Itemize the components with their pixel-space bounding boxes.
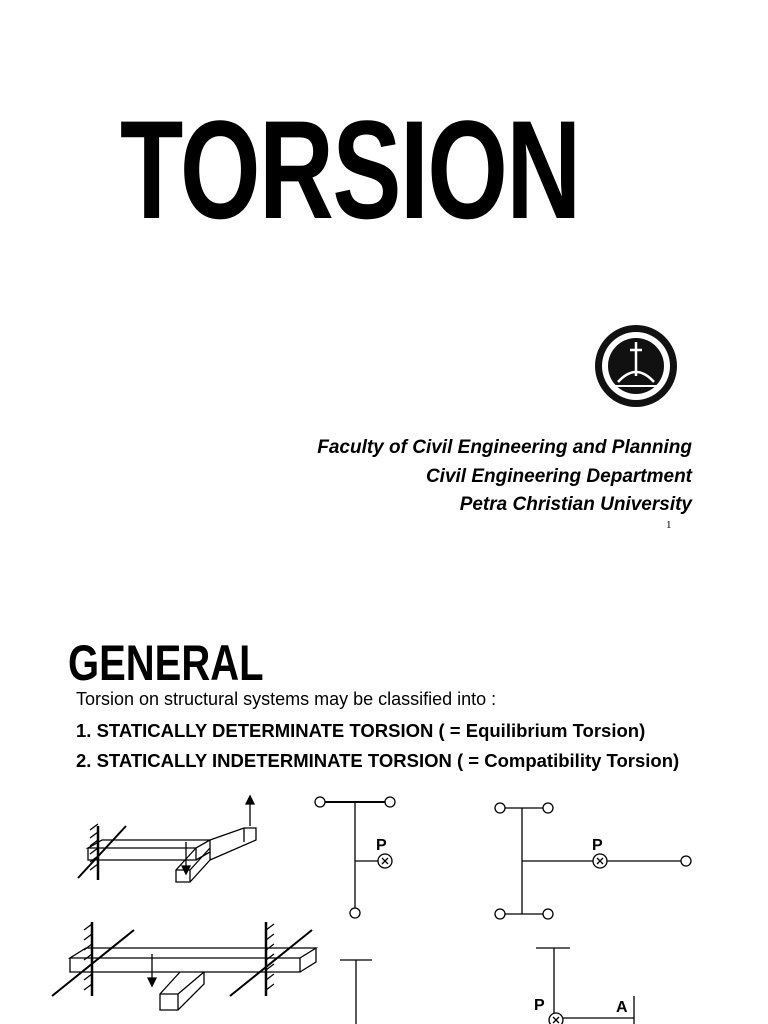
- indeterminate-schematic: [495, 803, 691, 919]
- faculty-line: Faculty of Civil Engineering and Planning: [317, 437, 692, 458]
- determinate-schematic: [315, 797, 395, 918]
- determinate-beam-figure: [78, 796, 256, 882]
- torsion-diagrams: [0, 780, 768, 1024]
- department-line: Civil Engineering Department: [425, 466, 692, 487]
- section-heading: GENERAL: [68, 635, 264, 691]
- bottom-schematic: [340, 948, 634, 1024]
- intro-text: Torsion on structural systems may be classified into :: [76, 689, 497, 709]
- list-item-determinate: 1. STATICALLY DETERMINATE TORSION ( = Equilibrium Torsion): [76, 720, 646, 741]
- indeterminate-beam-figure: [52, 922, 316, 1010]
- load-p-label-3: P: [534, 997, 545, 1014]
- list-item-indeterminate: 2. STATICALLY INDETERMINATE TORSION ( = Compatibility Torsion): [76, 750, 680, 771]
- load-p-label-2: P: [592, 837, 603, 854]
- page-title: TORSION: [120, 91, 580, 248]
- page-number: 1: [666, 519, 672, 531]
- university-seal-logo: [594, 324, 678, 408]
- support-a-label: A: [616, 999, 628, 1016]
- load-p-label: P: [376, 837, 387, 854]
- university-line: Petra Christian University: [459, 494, 692, 515]
